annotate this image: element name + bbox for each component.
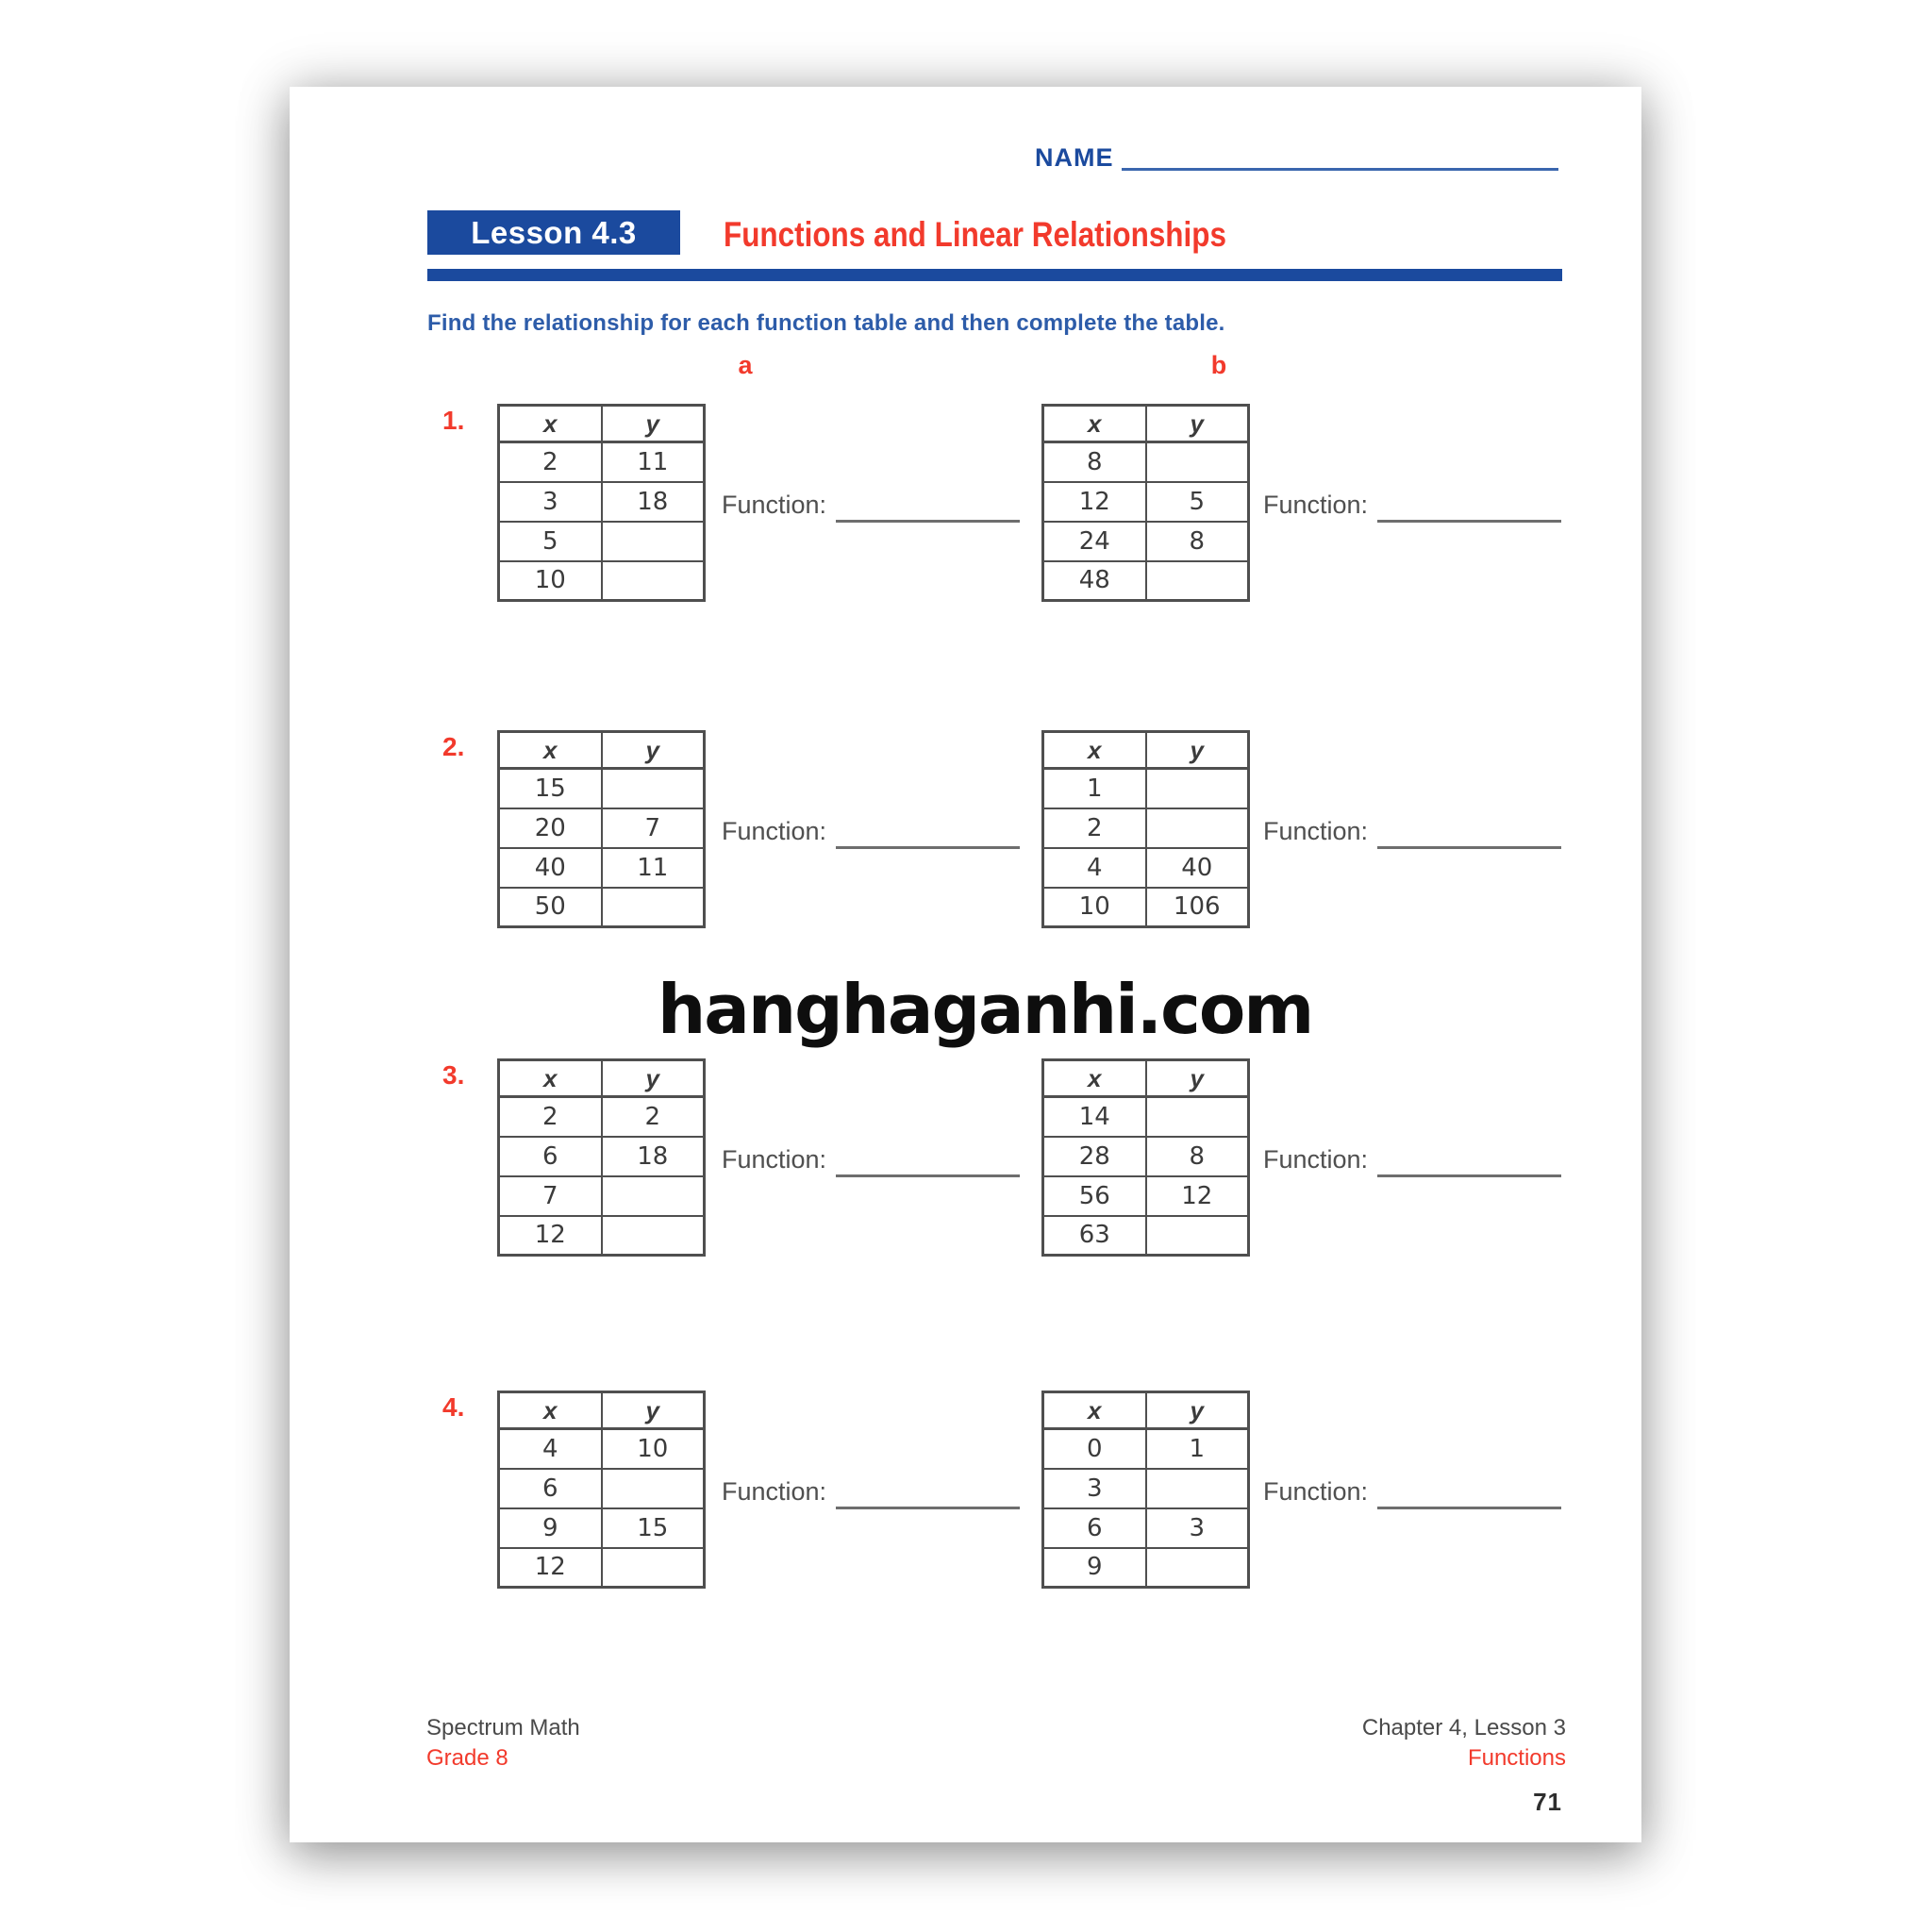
function-label: Function:	[1263, 491, 1369, 519]
instructions-text: Find the relationship for each function table and then complete the table.	[427, 310, 1225, 336]
table-cell: 48	[1043, 561, 1146, 601]
table-cell-blank[interactable]	[602, 1216, 705, 1256]
table-cell: 18	[602, 1137, 705, 1176]
function-answer-b	[1263, 1479, 1561, 1505]
function-table-4b	[1041, 1391, 1250, 1589]
table-cell: 56	[1043, 1176, 1146, 1216]
table-header-y: y	[602, 732, 705, 769]
table-cell: 3	[1043, 1469, 1146, 1508]
table-cell: 1	[1043, 769, 1146, 808]
lesson-badge: Lesson 4.3	[427, 210, 680, 255]
problem-number: 1.	[442, 406, 465, 435]
table-cell: 8	[1146, 1137, 1249, 1176]
table-cell: 3	[499, 482, 602, 522]
table-cell-blank[interactable]	[1146, 808, 1249, 848]
table-cell: 20	[499, 808, 602, 848]
table-cell-blank[interactable]	[1146, 442, 1249, 482]
name-fill-line[interactable]	[1122, 148, 1559, 171]
problem-row	[290, 1391, 1641, 1609]
table-cell: 3	[1146, 1508, 1249, 1548]
table-cell: 106	[1146, 888, 1249, 927]
table-cell: 7	[499, 1176, 602, 1216]
table-cell: 9	[1043, 1548, 1146, 1588]
table-header-y: y	[1146, 732, 1249, 769]
function-answer-a	[722, 1479, 1020, 1505]
column-b-label: b	[1210, 351, 1227, 379]
table-cell: 40	[499, 848, 602, 888]
problem-number: 2.	[442, 732, 465, 761]
footer-chapter-lesson: Chapter 4, Lesson 3	[1361, 1715, 1566, 1740]
table-cell-blank[interactable]	[602, 769, 705, 808]
table-cell-blank[interactable]	[602, 1176, 705, 1216]
watermark-text: hanghaganhi.com	[658, 970, 1313, 1049]
table-cell: 2	[602, 1097, 705, 1137]
table-cell: 7	[602, 808, 705, 848]
function-fill-line[interactable]	[836, 1489, 1020, 1509]
table-cell: 15	[499, 769, 602, 808]
table-cell: 11	[602, 442, 705, 482]
function-table-2a	[497, 730, 706, 928]
table-cell-blank[interactable]	[1146, 1216, 1249, 1256]
function-fill-line[interactable]	[1377, 828, 1561, 849]
table-cell: 28	[1043, 1137, 1146, 1176]
function-fill-line[interactable]	[836, 828, 1020, 849]
table-header-y: y	[602, 1060, 705, 1097]
function-table-4a	[497, 1391, 706, 1589]
function-label: Function:	[722, 1477, 827, 1506]
table-header-x: x	[1043, 406, 1146, 442]
column-a-label: a	[738, 351, 753, 379]
table-cell: 1	[1146, 1429, 1249, 1469]
table-header-y: y	[1146, 1392, 1249, 1429]
table-header-x: x	[499, 406, 602, 442]
table-cell: 12	[1146, 1176, 1249, 1216]
table-header-x: x	[499, 1060, 602, 1097]
function-table-3b	[1041, 1058, 1250, 1257]
table-cell: 10	[499, 561, 602, 601]
function-fill-line[interactable]	[1377, 1489, 1561, 1509]
table-cell: 63	[1043, 1216, 1146, 1256]
function-table-1a	[497, 404, 706, 602]
footer-right	[1362, 1713, 1566, 1819]
table-cell: 2	[499, 1097, 602, 1137]
table-cell: 4	[1043, 848, 1146, 888]
function-answer-a	[722, 492, 1020, 518]
table-header-y: y	[1146, 406, 1249, 442]
table-header-y: y	[1146, 1060, 1249, 1097]
function-answer-b	[1263, 492, 1561, 518]
table-cell: 6	[499, 1469, 602, 1508]
table-cell: 18	[602, 482, 705, 522]
function-table-2b	[1041, 730, 1250, 928]
function-answer-a	[722, 1147, 1020, 1173]
function-fill-line[interactable]	[836, 1157, 1020, 1177]
table-cell-blank[interactable]	[602, 561, 705, 601]
table-cell-blank[interactable]	[1146, 1097, 1249, 1137]
table-cell: 12	[499, 1216, 602, 1256]
problem-row	[290, 1058, 1641, 1277]
table-header-y: y	[602, 1392, 705, 1429]
table-cell: 12	[499, 1548, 602, 1588]
function-fill-line[interactable]	[1377, 502, 1561, 523]
function-label: Function:	[1263, 817, 1369, 845]
table-header-x: x	[1043, 1060, 1146, 1097]
problem-number: 3.	[442, 1060, 465, 1090]
table-cell: 24	[1043, 522, 1146, 561]
table-cell-blank[interactable]	[602, 1548, 705, 1588]
table-cell: 6	[499, 1137, 602, 1176]
page-number: 71	[1533, 1787, 1562, 1816]
table-header-y: y	[602, 406, 705, 442]
title-rule	[427, 269, 1562, 281]
problem-row	[290, 404, 1641, 623]
table-header-x: x	[499, 1392, 602, 1429]
table-cell-blank[interactable]	[1146, 769, 1249, 808]
problem-row	[290, 730, 1641, 949]
footer-series-title: Spectrum Math	[426, 1715, 580, 1740]
footer-grade: Grade 8	[426, 1745, 508, 1772]
table-cell: 12	[1043, 482, 1146, 522]
function-answer-b	[1263, 1147, 1561, 1173]
table-cell-blank[interactable]	[1146, 1469, 1249, 1508]
table-cell: 10	[1043, 888, 1146, 927]
table-cell: 9	[499, 1508, 602, 1548]
function-table-3a	[497, 1058, 706, 1257]
table-cell: 0	[1043, 1429, 1146, 1469]
table-cell: 2	[499, 442, 602, 482]
function-label: Function:	[722, 817, 827, 845]
table-cell: 8	[1146, 522, 1249, 561]
table-cell: 11	[602, 848, 705, 888]
table-cell: 8	[1043, 442, 1146, 482]
page-title: Functions and Linear Relationships	[724, 215, 1226, 254]
table-cell: 14	[1043, 1097, 1146, 1137]
table-cell: 5	[499, 522, 602, 561]
function-label: Function:	[1263, 1477, 1369, 1506]
table-cell-blank[interactable]	[602, 1469, 705, 1508]
table-cell: 5	[1146, 482, 1249, 522]
function-label: Function:	[1263, 1145, 1369, 1174]
table-cell: 50	[499, 888, 602, 927]
function-fill-line[interactable]	[1377, 1157, 1561, 1177]
table-cell: 2	[1043, 808, 1146, 848]
worksheet-page	[290, 87, 1641, 1842]
function-label: Function:	[722, 491, 827, 519]
function-answer-b	[1263, 819, 1561, 844]
footer-section: Functions	[1467, 1745, 1566, 1772]
name-row	[1035, 145, 1558, 171]
table-cell-blank[interactable]	[602, 888, 705, 927]
table-cell: 40	[1146, 848, 1249, 888]
function-answer-a	[722, 819, 1020, 844]
table-cell-blank[interactable]	[1146, 561, 1249, 601]
table-header-x: x	[1043, 732, 1146, 769]
table-cell: 6	[1043, 1508, 1146, 1548]
table-header-x: x	[1043, 1392, 1146, 1429]
problem-number: 4.	[442, 1392, 465, 1422]
table-cell: 15	[602, 1508, 705, 1548]
function-fill-line[interactable]	[836, 502, 1020, 523]
table-cell-blank[interactable]	[602, 522, 705, 561]
table-cell-blank[interactable]	[1146, 1548, 1249, 1588]
function-label: Function:	[722, 1145, 827, 1174]
table-cell: 4	[499, 1429, 602, 1469]
function-table-1b	[1041, 404, 1250, 602]
table-header-x: x	[499, 732, 602, 769]
table-cell: 10	[602, 1429, 705, 1469]
name-label: NAME	[1035, 143, 1114, 172]
footer-left	[426, 1713, 580, 1774]
